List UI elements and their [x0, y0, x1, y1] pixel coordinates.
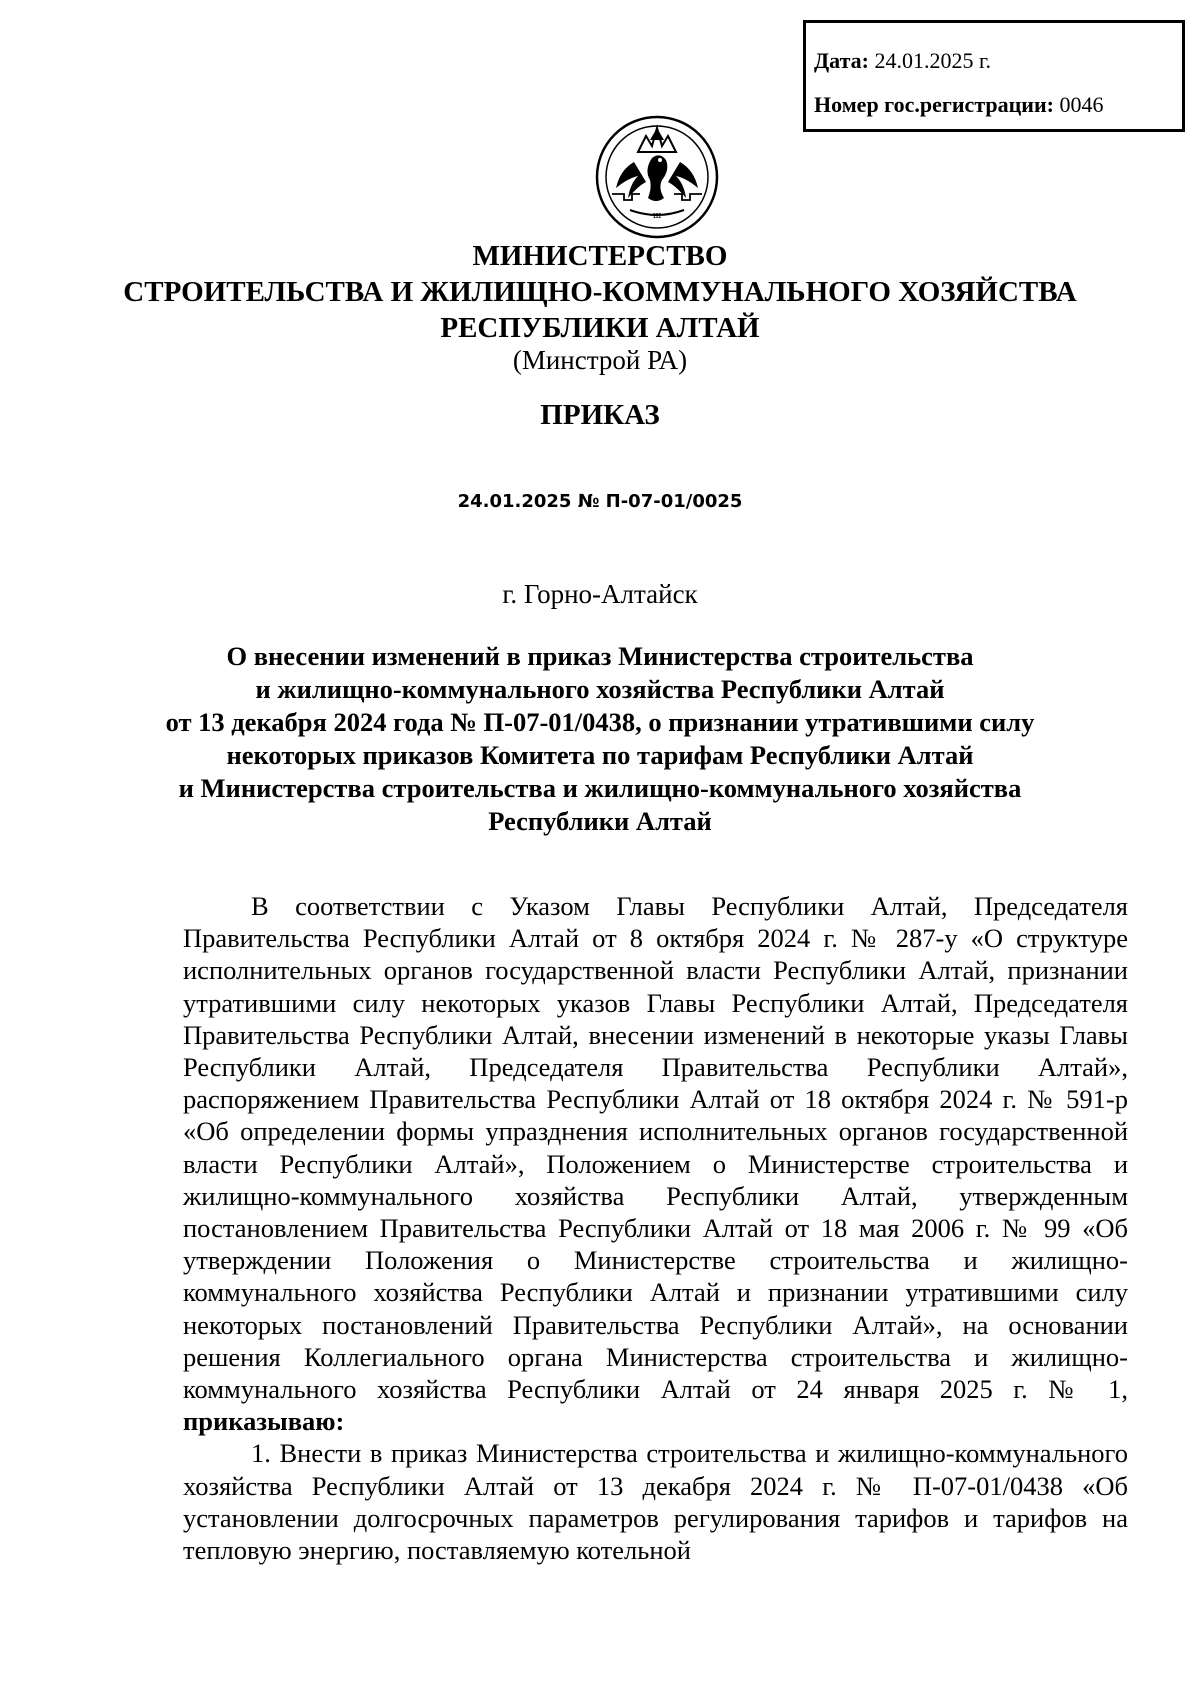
body-paragraph-item-1: 1. Внести в приказ Министерства строительства и жилищно-коммунального хозяйства Республики Алтай от 13 декабря 2024 г. № П-07-01/0438 «Об установлении долгосрочных параметров регулирования тарифов и тарифов на тепловую энергию, поставляемую котельной: [183, 1438, 1128, 1566]
document-date-number: 24.01.2025 № П-07-01/0025: [457, 491, 743, 512]
ministry-title-line-1: МИНИСТЕРСТВО: [472, 240, 728, 272]
preamble-text: В соответствии с Указом Главы Республики Алтай, Председателя Правительства Республики Алтай от 8 октября 2024 г. № 287-у «О структуре исполнительных органов государственной власти Республики Алтай, признании утратившими силу некоторых указов Главы Республики Алтай, Председателя Правительства Республики Алтай, внесении изменений в некоторые указы Главы Республики Алтай, Председателя Правительства Республики Алтай», распоряжением Правительства Республики Алтай от 18 октября 2024 г. № 591-р «Об определении формы упразднения исполнительных органов государственной власти Республики Алтай», Положением о Министерстве строительства и жилищно-коммунального хозяйства Республики Алтай, утвержденным постановлением Правительства Республики Алтай от 18 мая 2006 г. № 99 «Об утверждении Положения о Министерстве строительства и жилищно-коммунального хозяйства Республики Алтай и признании утратившими силу некоторых постановлений Правительства Республики Алтай», на основании решения Коллегиального органа Министерства строительства и жилищно-коммунального хозяйства Республики Алтай от 24 января 2025 г. № 1,: [183, 891, 1128, 1405]
document-body: [183, 890, 1128, 1566]
coat-of-arms-icon: [594, 114, 720, 240]
subject-line: некоторых приказов Комитета по тарифам Республики Алтай: [226, 740, 974, 770]
document-type: ПРИКАЗ: [540, 399, 660, 431]
document-subject: [0, 640, 1200, 838]
registration-number-label: Номер гос.регистрации:: [814, 92, 1054, 117]
ministry-short-name: (Минстрой РА): [512, 345, 688, 375]
registration-date-line: [814, 39, 1182, 83]
ministry-title-line-2: СТРОИТЕЛЬСТВА И ЖИЛИЩНО-КОММУНАЛЬНОГО ХОЗЯЙСТВА: [123, 276, 1077, 308]
document-city: г. Горно-Алтайск: [502, 579, 698, 609]
order-keyword: приказываю:: [183, 1406, 345, 1437]
subject-line: О внесении изменений в приказ Министерства строительства: [226, 641, 974, 671]
emblem-letter: ш: [652, 211, 662, 221]
registration-number-line: [814, 83, 1182, 127]
registration-stamp-box: [803, 20, 1185, 132]
subject-line: Республики Алтай: [488, 806, 712, 836]
ministry-title-line-3: РЕСПУБЛИКИ АЛТАЙ: [440, 312, 760, 344]
registration-date-value: 24.01.2025 г.: [874, 48, 992, 73]
subject-line: и жилищно-коммунального хозяйства Республики Алтай: [255, 674, 945, 704]
subject-line: и Министерства строительства и жилищно-коммунального хозяйства: [178, 773, 1022, 803]
body-paragraph-preamble: [183, 890, 1128, 1437]
registration-number-value: 0046: [1059, 92, 1104, 117]
ministry-header: [0, 238, 1200, 346]
registration-date-label: Дата:: [814, 48, 869, 73]
subject-line: от 13 декабря 2024 года № П-07-01/0438, о признании утратившими силу: [165, 707, 1035, 737]
